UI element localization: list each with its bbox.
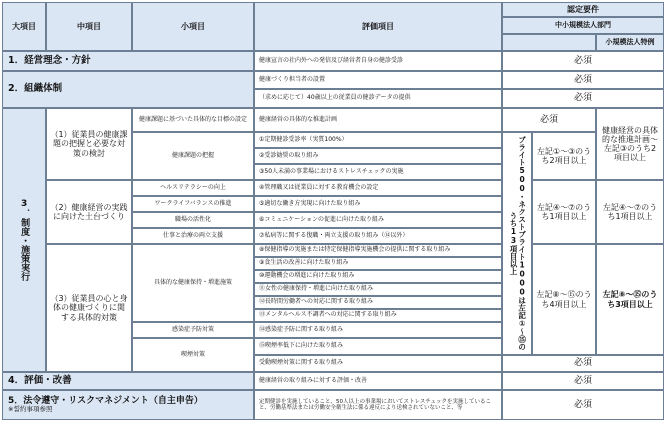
header-certification: 認定要件: [502, 2, 664, 17]
section-5-cell: [2, 390, 254, 420]
eval-item: ⑫長時間労働者への対応に関する取り組み: [254, 296, 502, 309]
medium-item-3: （3）従業員の心と身体の健康づくりに関する具体的対策: [46, 244, 132, 372]
eval-item: 健康経営の具体的な推進計画: [254, 108, 502, 132]
requirement-cell: 左記⑧〜⑮のうち3項目以上: [596, 244, 664, 355]
eval-item: 健康宣言の社内外への発信及び経営者自身の健診受診: [254, 51, 502, 71]
header-large-item: 大項目: [2, 2, 46, 51]
eval-item: ⑥コミュニケーションの促進に向けた取り組み: [254, 212, 502, 228]
header-sme-department: 中小規模法人部門: [502, 17, 664, 34]
requirement-cell: 左記④〜⑦のうち1項目以上: [596, 180, 664, 244]
required-label: 必須: [502, 108, 596, 132]
eval-item: 健康づくり担当者の設置: [254, 71, 502, 89]
header-evaluation-item: 評価項目: [254, 2, 502, 51]
bright-requirement-cell: [502, 132, 532, 355]
section-5-note: ※誓約事項参照: [8, 405, 53, 414]
eval-item: ⑬メンタルヘルス不調者への対応に関する取り組み: [254, 309, 502, 322]
small-item: 健康課題に基づいた具体的な目標の設定: [132, 108, 254, 132]
section-1-title: 1．経営理念・方針: [2, 51, 254, 71]
small-item: 健康課題の把握: [132, 132, 254, 180]
header-small-item: 小項目: [132, 2, 254, 51]
medium-item-1: （1）従業員の健康課題の把握と必要な対策の検討: [46, 108, 132, 180]
eval-item: ⑧保健指導の実施または特定保健指導実施機会の提供に関する取り組み: [254, 244, 502, 257]
eval-item: 受動喫煙対策に関する取り組み: [254, 355, 502, 372]
small-item: 具体的な健康保持・増進施策: [132, 244, 254, 322]
required-label: 必須: [502, 71, 664, 89]
section-3-title: 3．制度・施策実行: [19, 199, 30, 281]
required-label: 必須: [502, 89, 664, 108]
requirement-cell: 左記④〜⑦のうち1項目以上: [532, 180, 596, 244]
medium-item-2: （2）健康経営の実践に向けた土台づくり: [46, 180, 132, 244]
eval-item: ③50人未満の事業場におけるストレスチェックの実施: [254, 164, 502, 180]
required-label: 必須: [502, 390, 664, 420]
small-item: 感染症予防対策: [132, 322, 254, 338]
eval-item: ⑨食生活の改善に向けた取り組み: [254, 257, 502, 270]
header-small-special: 小規模法人特例: [596, 34, 664, 51]
section-3-cell: [2, 108, 46, 372]
section-5-title: 5．法令遵守・リスクマネジメント（自主申告）: [8, 396, 203, 407]
eval-item: 健康経営の取り組みに対する評価・改善: [254, 372, 502, 390]
eval-item: ⑤適切な働き方実現に向けた取り組み: [254, 196, 502, 212]
eval-item: 定期健診を実施していること、50人以上の事業場においてストレスチェックを実施していること、労働基準法または労働安全衛生法に係る違反により送検されていないこと、等: [254, 390, 502, 420]
eval-item: ⑪女性の健康保持・増進に向けた取り組み: [254, 283, 502, 296]
eval-item: ①定期健診受診率（実質100%）: [254, 132, 502, 148]
eval-item: ⑩運動機会の増進に向けた取り組み: [254, 270, 502, 283]
requirement-cell: 左記⑧〜⑮のうち4項目以上: [532, 244, 596, 355]
requirement-cell: 健康経営の具体的な推進計画〜左記③のうち2項目以上: [596, 108, 664, 180]
eval-item: ②受診勧奨の取り組み: [254, 148, 502, 164]
eval-item: ⑮喫煙率低下に向けた取り組み: [254, 338, 502, 355]
eval-item: ⑦私病等に関する復職・両立支援の取り組み（⑭以外）: [254, 228, 502, 244]
small-item: 職場の活性化: [132, 212, 254, 228]
required-label: 必須: [502, 51, 664, 71]
header-medium-item: 中項目: [46, 2, 132, 51]
small-item: ヘルスリテラシーの向上: [132, 180, 254, 196]
eval-item: ④管理職又は従業員に対する教育機会の設定: [254, 180, 502, 196]
section-4-title: 4．評価・改善: [2, 372, 254, 390]
bright-requirement-text: ブライト500・ネクストブライト1000は左記①〜⑮のうち13項目以上: [509, 136, 527, 351]
eval-item: ⑭感染症予防に関する取り組み: [254, 322, 502, 338]
section-2-title: 2．組織体制: [2, 71, 254, 108]
small-item: 喫煙対策: [132, 338, 254, 372]
requirement-cell: 左記①〜③のうち2項目以上: [532, 132, 596, 180]
small-item: ワークライフバランスの推進: [132, 196, 254, 212]
required-label: 必須: [502, 355, 664, 372]
required-label: 必須: [502, 372, 664, 390]
small-item: 仕事と治療の両立支援: [132, 228, 254, 244]
header-blank-cell: [502, 34, 596, 51]
eval-item: （求めに応じて）40歳以上の従業員の健診データの提供: [254, 89, 502, 108]
